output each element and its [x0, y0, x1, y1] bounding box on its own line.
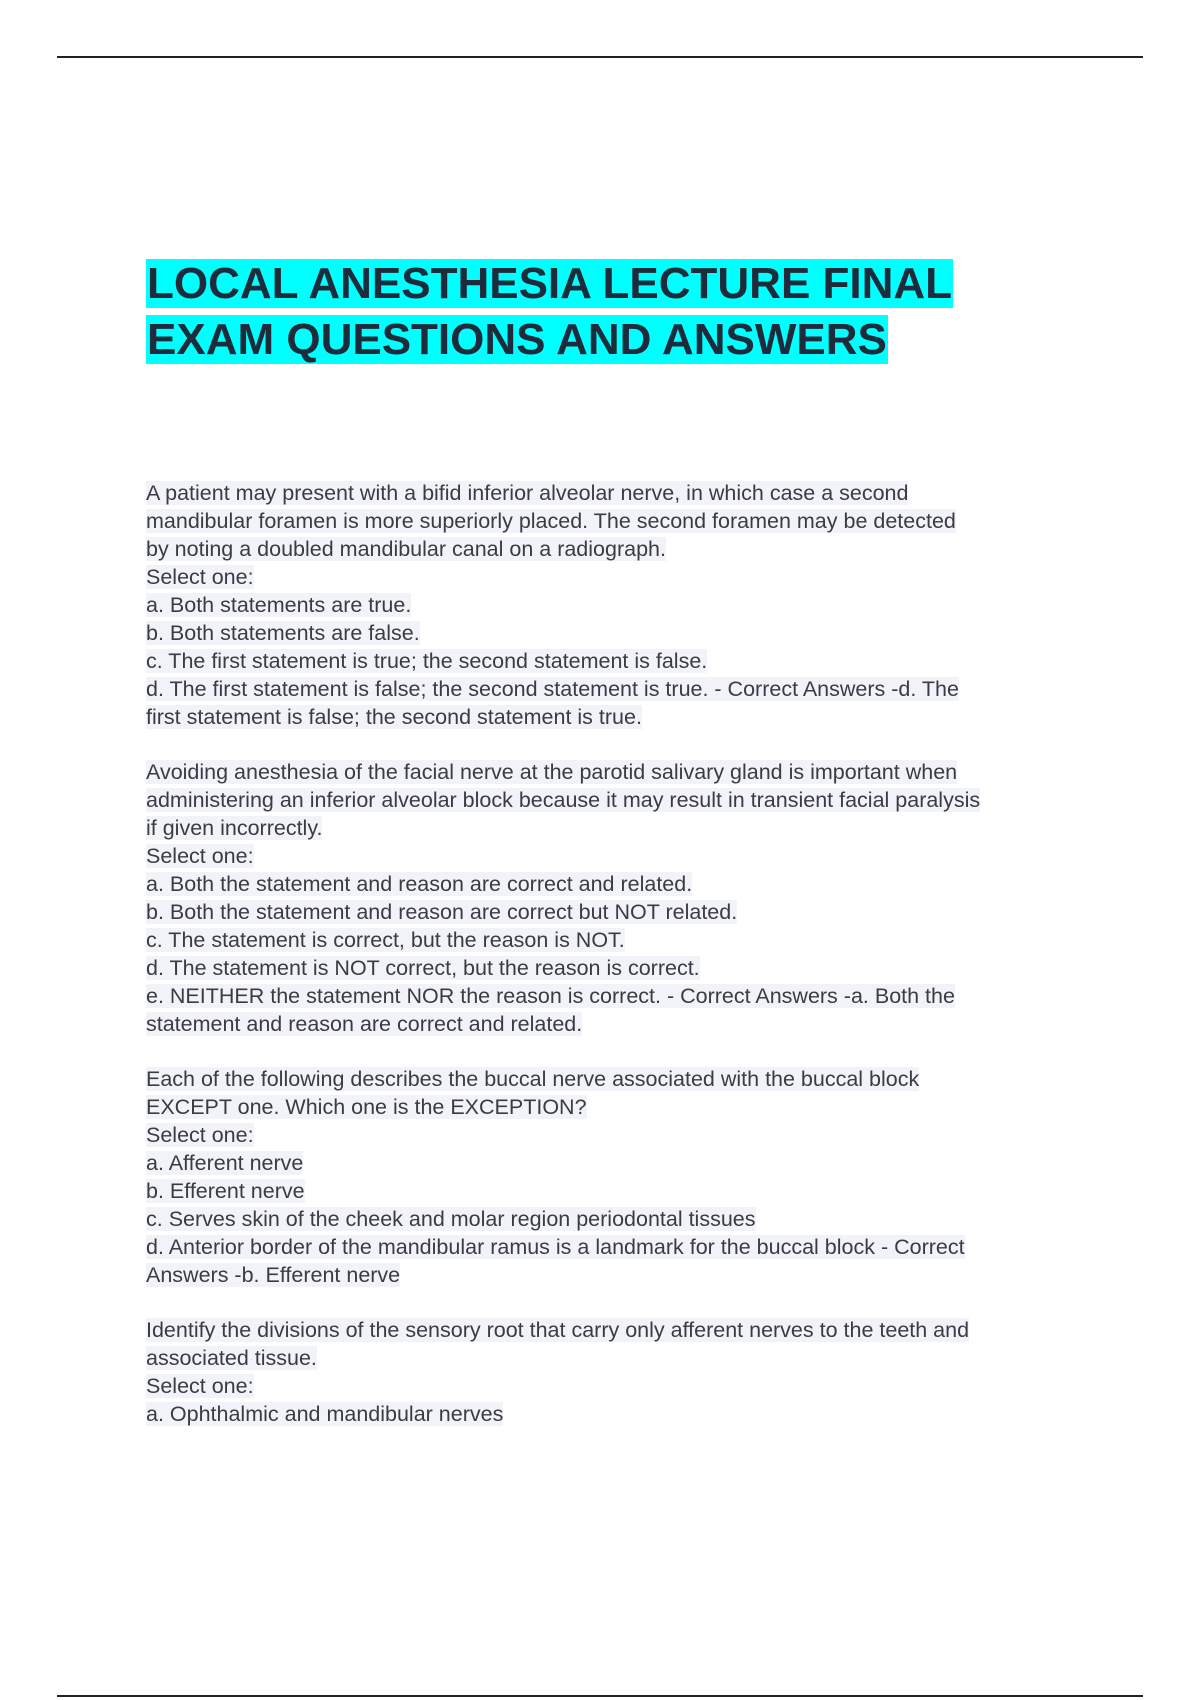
- answer-option: a. Both statements are true.: [146, 593, 412, 617]
- bottom-rule: [57, 1695, 1143, 1697]
- question-text-line: Identify the divisions of the sensory root that carry only afferent nerves to the teeth and: [146, 1318, 970, 1342]
- answer-option-with-correct-answer: d. The first statement is false; the second statement is true. - Correct Answers -d. The: [146, 677, 959, 701]
- question-text-line: by noting a doubled mandibular canal on a radiograph.: [146, 537, 666, 561]
- answer-option: a. Afferent nerve: [146, 1151, 304, 1175]
- question-block-1: [146, 479, 1106, 731]
- correct-answer-text: Answers -b. Efferent nerve: [146, 1263, 401, 1287]
- correct-answer-text: first statement is false; the second statement is true.: [146, 705, 642, 729]
- answer-option: c. Serves skin of the cheek and molar region periodontal tissues: [146, 1207, 756, 1231]
- question-text-line: associated tissue.: [146, 1346, 317, 1370]
- answer-option-with-correct-answer: e. NEITHER the statement NOR the reason is correct. - Correct Answers -a. Both the: [146, 984, 955, 1008]
- title-line: EXAM QUESTIONS AND ANSWERS: [147, 315, 887, 364]
- answer-option: a. Both the statement and reason are correct and related.: [146, 872, 693, 896]
- select-one-label: Select one:: [146, 1123, 254, 1147]
- answer-option: b. Both the statement and reason are correct but NOT related.: [146, 900, 738, 924]
- answer-option: b. Both statements are false.: [146, 621, 420, 645]
- question-block-2: [146, 758, 1106, 1038]
- select-one-label: Select one:: [146, 565, 254, 589]
- question-text-line: Avoiding anesthesia of the facial nerve at the parotid salivary gland is important when: [146, 760, 958, 784]
- answer-option: a. Ophthalmic and mandibular nerves: [146, 1402, 504, 1426]
- question-block-4: [146, 1316, 1106, 1428]
- answer-option: b. Efferent nerve: [146, 1179, 305, 1203]
- document-body: [146, 479, 1106, 1455]
- answer-option: c. The statement is correct, but the reason is NOT.: [146, 928, 625, 952]
- correct-answer-text: statement and reason are correct and related.: [146, 1012, 583, 1036]
- select-one-label: Select one:: [146, 1374, 254, 1398]
- answer-option: c. The first statement is true; the second statement is false.: [146, 649, 708, 673]
- top-rule: [57, 56, 1143, 58]
- title-line: LOCAL ANESTHESIA LECTURE FINAL: [147, 259, 953, 308]
- question-text-line: if given incorrectly.: [146, 816, 323, 840]
- document-title: [146, 256, 1086, 368]
- question-text-line: mandibular foramen is more superiorly placed. The second foramen may be detected: [146, 509, 956, 533]
- question-text-line: administering an inferior alveolar block because it may result in transient facial paralysis: [146, 788, 981, 812]
- question-text-line: Each of the following describes the buccal nerve associated with the buccal block: [146, 1067, 920, 1091]
- answer-option: d. The statement is NOT correct, but the reason is correct.: [146, 956, 700, 980]
- answer-option-with-correct-answer: d. Anterior border of the mandibular ramus is a landmark for the buccal block - Correct: [146, 1235, 965, 1259]
- question-text-line: A patient may present with a bifid inferior alveolar nerve, in which case a second: [146, 481, 909, 505]
- question-text-line: EXCEPT one. Which one is the EXCEPTION?: [146, 1095, 587, 1119]
- select-one-label: Select one:: [146, 844, 254, 868]
- question-block-3: [146, 1065, 1106, 1289]
